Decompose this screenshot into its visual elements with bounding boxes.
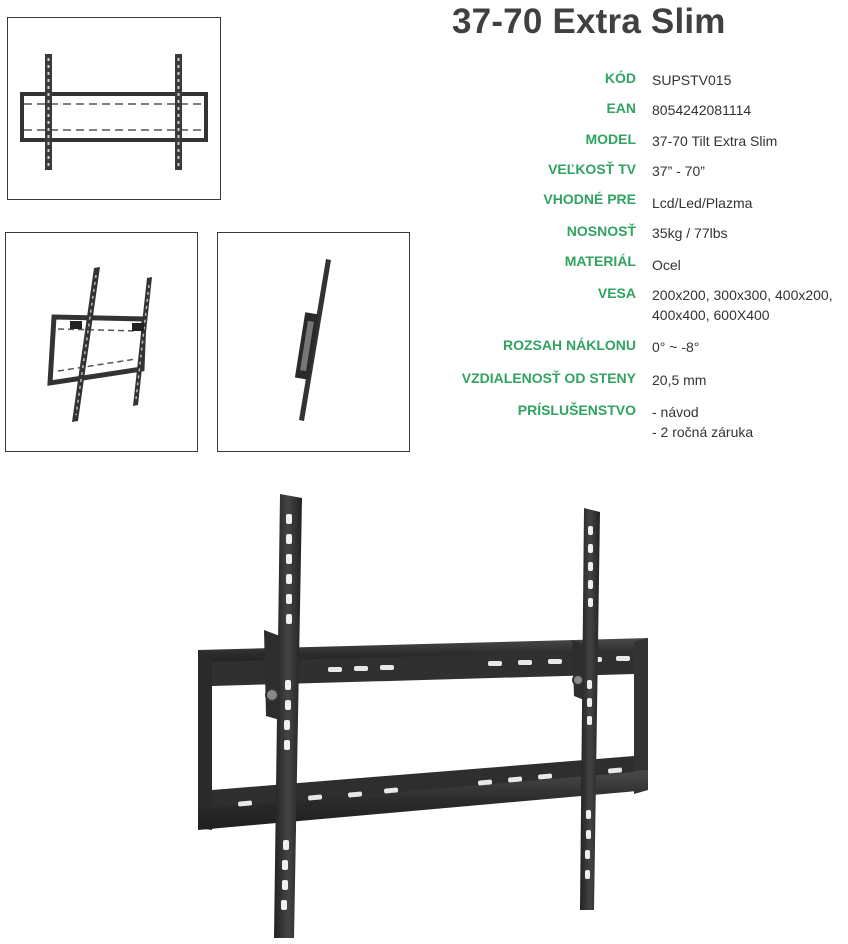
bracket-main-image bbox=[188, 490, 658, 940]
spec-label: ROZSAH NÁKLONU bbox=[503, 337, 636, 353]
thumbnail-angled-view[interactable] bbox=[5, 232, 198, 452]
spec-label: VHODNÉ PRE bbox=[543, 191, 636, 207]
product-title: 37-70 Extra Slim bbox=[452, 2, 726, 41]
spec-label: VZDIALENOSŤ OD STENY bbox=[461, 370, 636, 386]
spec-value-vesa bbox=[652, 285, 833, 325]
spec-value: SUPSTV015 bbox=[652, 72, 732, 88]
spec-label: VEĽKOSŤ TV bbox=[548, 161, 636, 177]
accessory-item: - návod bbox=[652, 404, 699, 420]
spec-label: PRÍSLUŠENSTVO bbox=[517, 402, 636, 418]
accessory-item: - 2 ročná záruka bbox=[652, 424, 754, 440]
spec-label: KÓD bbox=[604, 70, 636, 86]
spec-label: NOSNOSŤ bbox=[566, 223, 636, 239]
spec-value: Ocel bbox=[652, 257, 681, 273]
thumbnail-front-view[interactable] bbox=[7, 17, 221, 200]
spec-value: 37” - 70” bbox=[652, 163, 705, 179]
spec-value: 37-70 Tilt Extra Slim bbox=[652, 133, 778, 149]
spec-value: 35kg / 77lbs bbox=[652, 225, 728, 241]
thumbnail-side-view[interactable] bbox=[217, 232, 410, 452]
bracket-front-image bbox=[8, 18, 220, 199]
bracket-angled-image bbox=[6, 233, 197, 451]
vesa-line-2: 400x400, 600X400 bbox=[652, 307, 770, 323]
bracket-side-image bbox=[218, 233, 409, 451]
spec-value: 20,5 mm bbox=[652, 372, 707, 388]
spec-value-prislusenstvo bbox=[652, 402, 753, 442]
spec-label: MODEL bbox=[585, 131, 636, 147]
spec-value: Lcd/Led/Plazma bbox=[652, 195, 753, 211]
vesa-line-1: 200x200, 300x300, 400x200, bbox=[652, 287, 833, 303]
spec-label: VESA bbox=[597, 285, 636, 301]
spec-label: MATERIÁL bbox=[564, 253, 636, 269]
spec-label: EAN bbox=[606, 100, 636, 116]
spec-value: 0° ~ -8° bbox=[652, 339, 700, 355]
spec-value: 8054242081114 bbox=[652, 102, 752, 118]
